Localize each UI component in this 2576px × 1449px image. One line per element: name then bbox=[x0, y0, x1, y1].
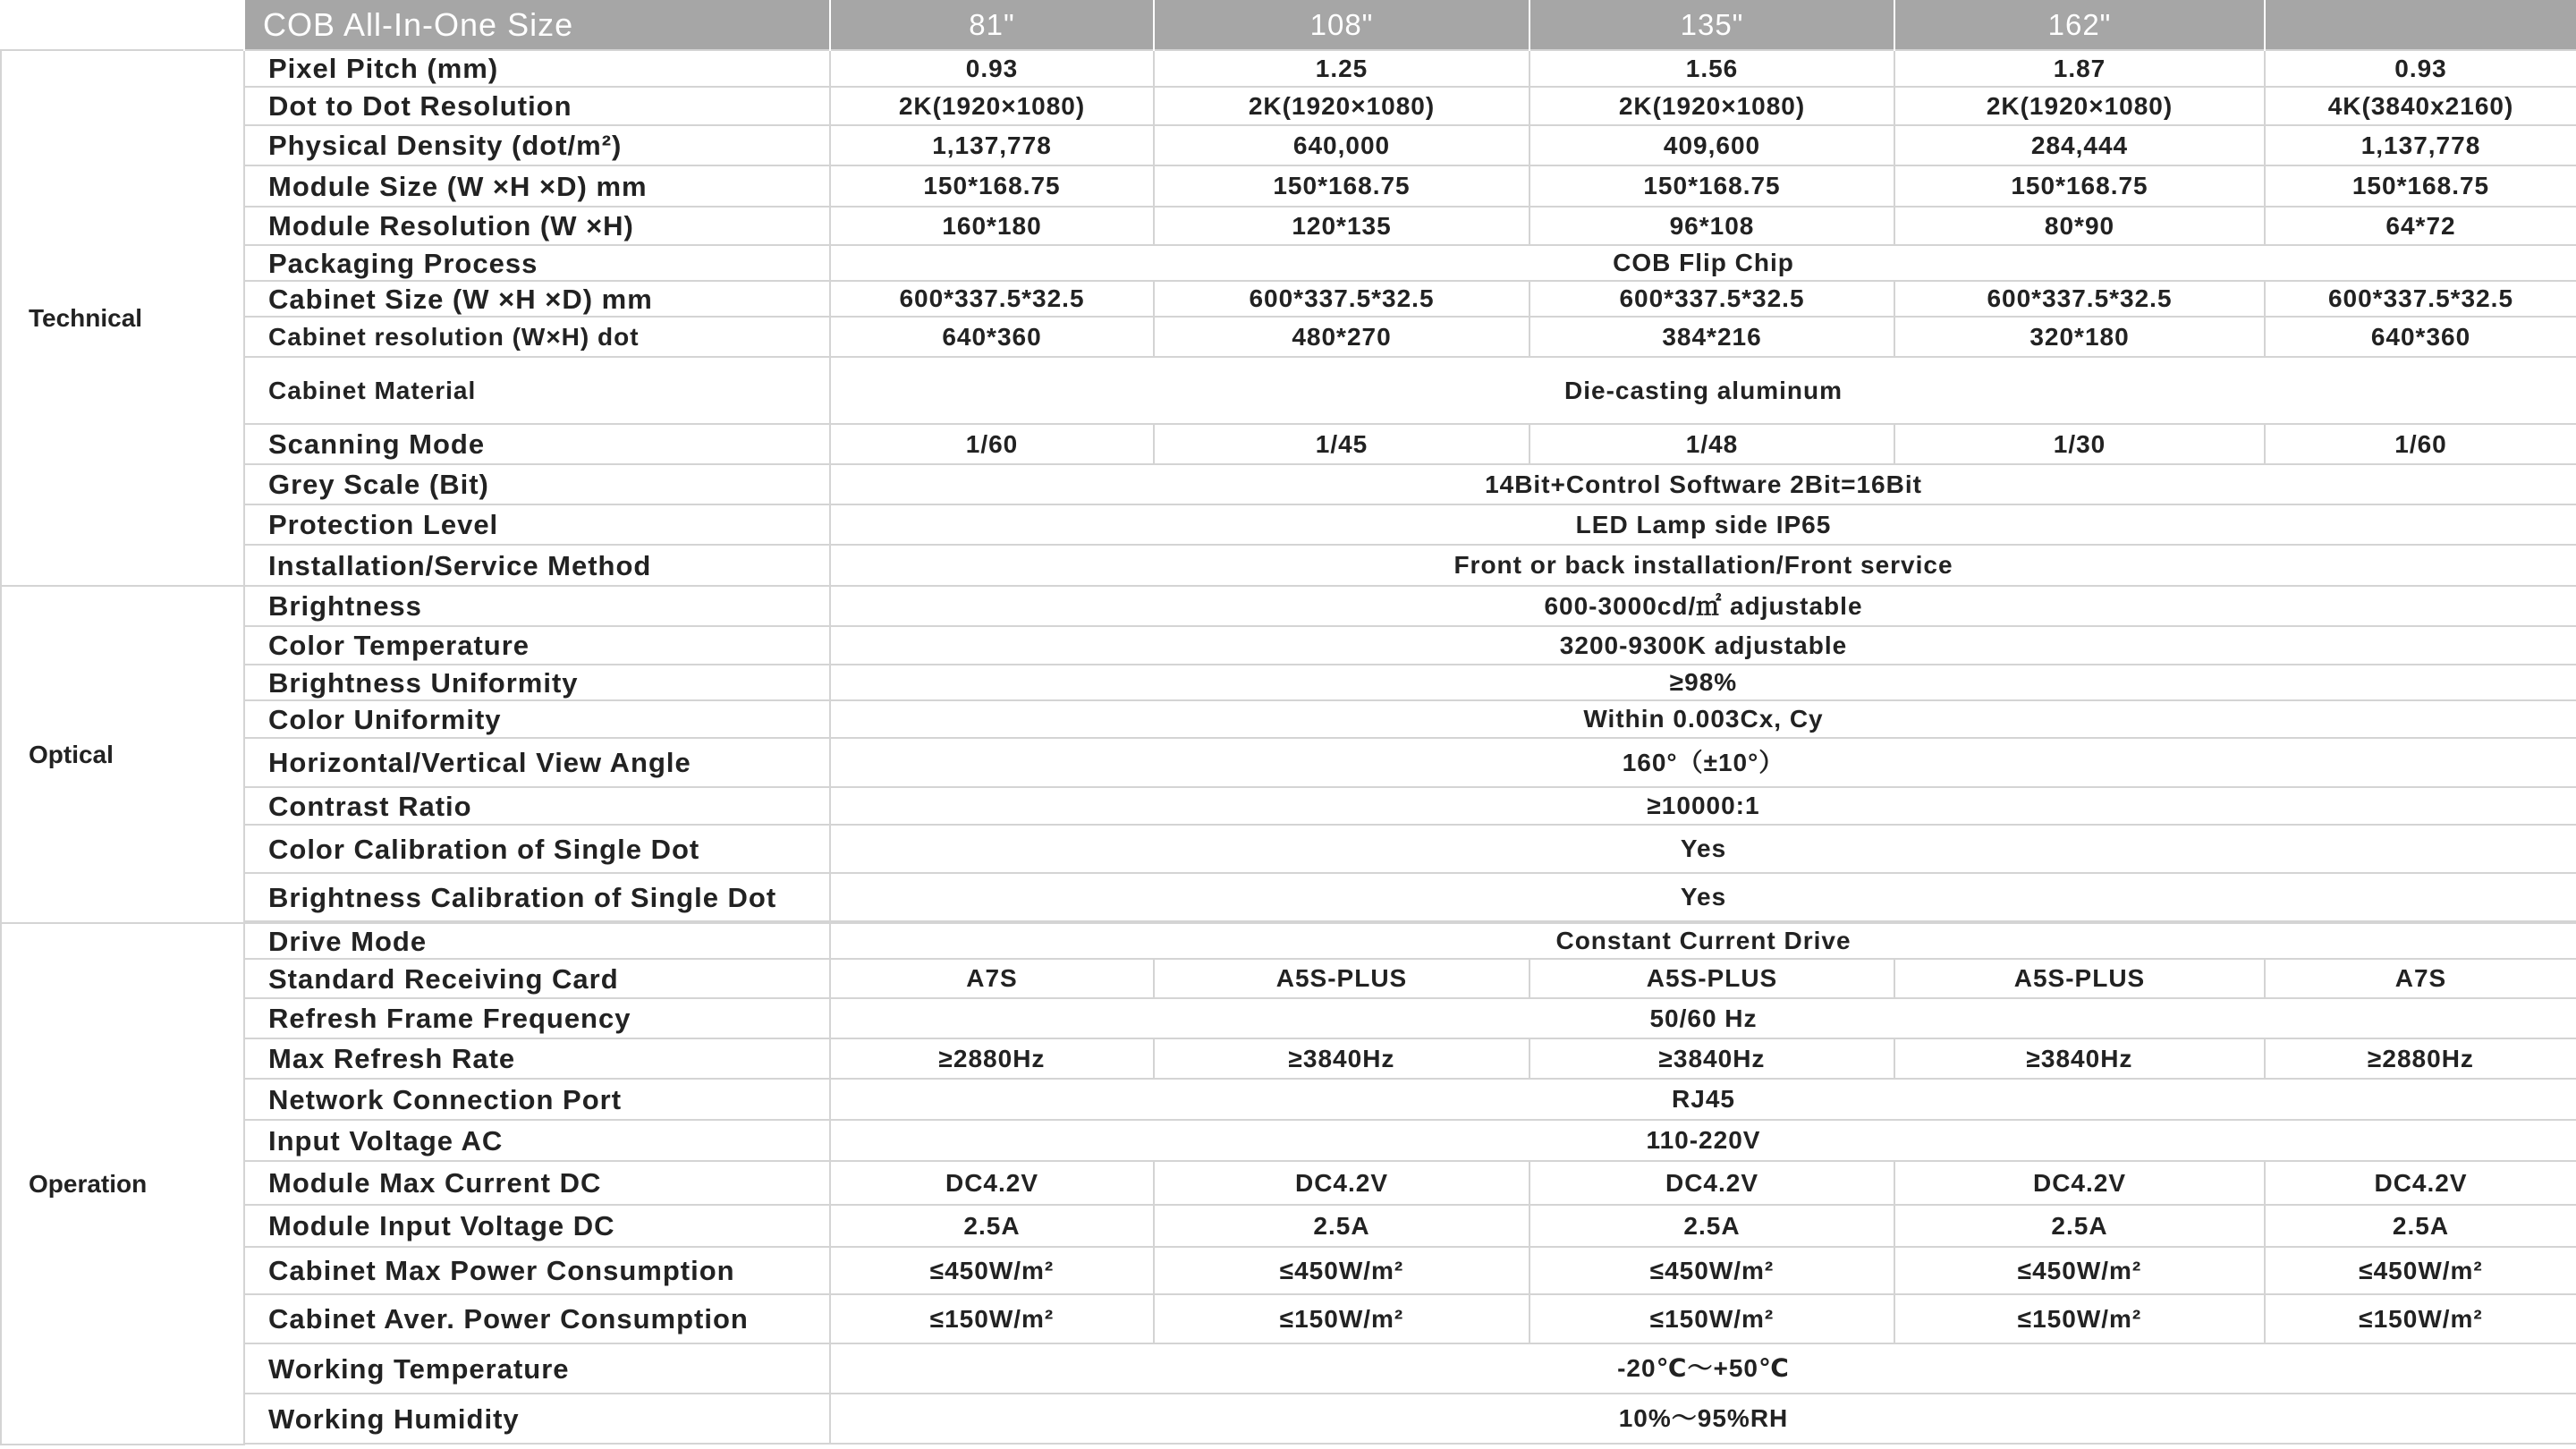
param-label: Module Size (W ×H ×D) mm bbox=[244, 165, 830, 207]
value-cell: ≤150W/m² bbox=[830, 1294, 1154, 1343]
value-cell: 320*180 bbox=[1894, 317, 2265, 357]
value-cell: ≤150W/m² bbox=[2265, 1294, 2576, 1343]
value-cell: A7S bbox=[830, 959, 1154, 998]
value-cell: ≤450W/m² bbox=[1154, 1247, 1530, 1294]
param-label: Cabinet Max Power Consumption bbox=[244, 1247, 830, 1294]
table-row bbox=[1, 1120, 2576, 1161]
value-cell: ≥3840Hz bbox=[1530, 1038, 1894, 1079]
value-cell: ≤150W/m² bbox=[1154, 1294, 1530, 1343]
value-cell: 1.56 bbox=[1530, 50, 1894, 87]
table-row bbox=[1, 87, 2576, 125]
param-label: Standard Receiving Card bbox=[244, 959, 830, 998]
value-cell: 480*270 bbox=[1154, 317, 1530, 357]
value-cell: ≥2880Hz bbox=[830, 1038, 1154, 1079]
param-label: Horizontal/Vertical View Angle bbox=[244, 738, 830, 787]
value-cell: COB Flip Chip bbox=[830, 245, 2576, 281]
table-row bbox=[1, 545, 2576, 586]
value-cell: 1/60 bbox=[830, 424, 1154, 464]
table-row bbox=[1, 1343, 2576, 1394]
value-cell: Yes bbox=[830, 873, 2576, 921]
value-cell: 2.5A bbox=[1894, 1205, 2265, 1247]
header-row bbox=[1, 0, 2576, 50]
value-cell: 160°（±10°） bbox=[830, 738, 2576, 787]
param-label: Grey Scale (Bit) bbox=[244, 464, 830, 504]
value-cell: 1,137,778 bbox=[830, 125, 1154, 165]
table-row bbox=[1, 50, 2576, 87]
group-technical: Technical bbox=[1, 50, 244, 586]
value-cell: ≤450W/m² bbox=[830, 1247, 1154, 1294]
param-label: Max Refresh Rate bbox=[244, 1038, 830, 1079]
param-label: Contrast Ratio bbox=[244, 787, 830, 825]
param-label: Physical Density (dot/m²) bbox=[244, 125, 830, 165]
param-label: Module Input Voltage DC bbox=[244, 1205, 830, 1247]
value-cell: ≤150W/m² bbox=[1894, 1294, 2265, 1343]
table-row bbox=[1, 424, 2576, 464]
param-label: Dot to Dot Resolution bbox=[244, 87, 830, 125]
value-cell: Within 0.003Cx, Cy bbox=[830, 700, 2576, 738]
value-cell: 600-3000cd/㎡ adjustable bbox=[830, 586, 2576, 626]
param-label: Cabinet resolution (W×H) dot bbox=[244, 317, 830, 357]
value-cell: 2.5A bbox=[1530, 1205, 1894, 1247]
value-cell: A7S bbox=[2265, 959, 2576, 998]
value-cell: 0.93 bbox=[2265, 50, 2576, 87]
table-row bbox=[1, 1294, 2576, 1343]
value-cell: ≥10000:1 bbox=[830, 787, 2576, 825]
param-label: Input Voltage AC bbox=[244, 1120, 830, 1161]
table-row bbox=[1, 1205, 2576, 1247]
param-label: Network Connection Port bbox=[244, 1079, 830, 1120]
value-cell: 110-220V bbox=[830, 1120, 2576, 1161]
table-row bbox=[1, 738, 2576, 787]
value-cell: ≥3840Hz bbox=[1154, 1038, 1530, 1079]
param-label: Brightness bbox=[244, 586, 830, 626]
value-cell: -20℃～+50℃ bbox=[830, 1343, 2576, 1394]
param-label: Pixel Pitch (mm) bbox=[244, 50, 830, 87]
value-cell: 1.25 bbox=[1154, 50, 1530, 87]
value-cell: 0.93 bbox=[830, 50, 1154, 87]
param-label: Refresh Frame Frequency bbox=[244, 998, 830, 1038]
table-row bbox=[1, 923, 2576, 959]
value-cell: 96*108 bbox=[1530, 207, 1894, 245]
param-label: Color Uniformity bbox=[244, 700, 830, 738]
value-cell: 150*168.75 bbox=[1154, 165, 1530, 207]
header-size-162: 162" bbox=[1894, 0, 2265, 50]
value-cell: 14Bit+Control Software 2Bit=16Bit bbox=[830, 464, 2576, 504]
param-label: Working Humidity bbox=[244, 1394, 830, 1444]
param-label: Brightness Uniformity bbox=[244, 665, 830, 700]
table-row bbox=[1, 245, 2576, 281]
value-cell: 1/60 bbox=[2265, 424, 2576, 464]
table-row bbox=[1, 626, 2576, 665]
table-row bbox=[1, 504, 2576, 545]
value-cell: ≤450W/m² bbox=[1894, 1247, 2265, 1294]
value-cell: 2K(1920×1080) bbox=[1894, 87, 2265, 125]
table-row bbox=[1, 665, 2576, 700]
table-row bbox=[1, 825, 2576, 873]
param-label: Packaging Process bbox=[244, 245, 830, 281]
header-size-81: 81" bbox=[830, 0, 1154, 50]
table-row bbox=[1, 873, 2576, 921]
param-label: Module Max Current DC bbox=[244, 1161, 830, 1205]
value-cell: 64*72 bbox=[2265, 207, 2576, 245]
table-row bbox=[1, 281, 2576, 317]
group-optical: Optical bbox=[1, 586, 244, 923]
value-cell: DC4.2V bbox=[830, 1161, 1154, 1205]
param-label: Cabinet Aver. Power Consumption bbox=[244, 1294, 830, 1343]
value-cell: 1.87 bbox=[1894, 50, 2265, 87]
param-label: Color Temperature bbox=[244, 626, 830, 665]
table-row-spacer bbox=[1, 1444, 2576, 1445]
value-cell: A5S-PLUS bbox=[1530, 959, 1894, 998]
param-label: Module Resolution (W ×H) bbox=[244, 207, 830, 245]
param-label: Protection Level bbox=[244, 504, 830, 545]
value-cell: ≤150W/m² bbox=[1530, 1294, 1894, 1343]
table-row bbox=[1, 700, 2576, 738]
value-cell: 2.5A bbox=[1154, 1205, 1530, 1247]
value-cell: ≤450W/m² bbox=[1530, 1247, 1894, 1294]
table-row bbox=[1, 165, 2576, 207]
value-cell: Front or back installation/Front service bbox=[830, 545, 2576, 586]
value-cell: 1/48 bbox=[1530, 424, 1894, 464]
param-label: Scanning Mode bbox=[244, 424, 830, 464]
value-cell: 2.5A bbox=[830, 1205, 1154, 1247]
param-label: Color Calibration of Single Dot bbox=[244, 825, 830, 873]
value-cell: 80*90 bbox=[1894, 207, 2265, 245]
table-row bbox=[1, 1247, 2576, 1294]
value-cell: ≥3840Hz bbox=[1894, 1038, 2265, 1079]
value-cell: 150*168.75 bbox=[2265, 165, 2576, 207]
value-cell: DC4.2V bbox=[1894, 1161, 2265, 1205]
value-cell: 600*337.5*32.5 bbox=[830, 281, 1154, 317]
table-row bbox=[1, 207, 2576, 245]
value-cell: 1,137,778 bbox=[2265, 125, 2576, 165]
value-cell: ≤450W/m² bbox=[2265, 1247, 2576, 1294]
value-cell: 600*337.5*32.5 bbox=[1530, 281, 1894, 317]
value-cell: 160*180 bbox=[830, 207, 1154, 245]
table-row bbox=[1, 464, 2576, 504]
table-row bbox=[1, 787, 2576, 825]
table-row bbox=[1, 1394, 2576, 1444]
param-label: Installation/Service Method bbox=[244, 545, 830, 586]
value-cell: Constant Current Drive bbox=[830, 923, 2576, 959]
table-row bbox=[1, 1038, 2576, 1079]
table-row bbox=[1, 125, 2576, 165]
value-cell: 150*168.75 bbox=[1894, 165, 2265, 207]
param-label: Cabinet Size (W ×H ×D) mm bbox=[244, 281, 830, 317]
value-cell: ≥98% bbox=[830, 665, 2576, 700]
value-cell: 10%～95%RH bbox=[830, 1394, 2576, 1444]
value-cell: 600*337.5*32.5 bbox=[2265, 281, 2576, 317]
value-cell: 600*337.5*32.5 bbox=[1154, 281, 1530, 317]
value-cell: 50/60 Hz bbox=[830, 998, 2576, 1038]
table-row bbox=[1, 317, 2576, 357]
value-cell: 284,444 bbox=[1894, 125, 2265, 165]
value-cell: Die-casting aluminum bbox=[830, 357, 2576, 424]
header-size-108: 108" bbox=[1154, 0, 1530, 50]
value-cell: 600*337.5*32.5 bbox=[1894, 281, 2265, 317]
header-size-135: 135" bbox=[1530, 0, 1894, 50]
value-cell: 150*168.75 bbox=[830, 165, 1154, 207]
header-size-label: COB All-In-One Size bbox=[244, 0, 830, 50]
value-cell: DC4.2V bbox=[1530, 1161, 1894, 1205]
value-cell: 4K(3840x2160) bbox=[2265, 87, 2576, 125]
value-cell: 640*360 bbox=[830, 317, 1154, 357]
table-row bbox=[1, 998, 2576, 1038]
table-row bbox=[1, 586, 2576, 626]
value-cell: 640*360 bbox=[2265, 317, 2576, 357]
value-cell: 409,600 bbox=[1530, 125, 1894, 165]
value-cell: RJ45 bbox=[830, 1079, 2576, 1120]
value-cell: A5S-PLUS bbox=[1154, 959, 1530, 998]
table-row bbox=[1, 357, 2576, 424]
value-cell: 120*135 bbox=[1154, 207, 1530, 245]
value-cell: ≥2880Hz bbox=[2265, 1038, 2576, 1079]
value-cell: 1/30 bbox=[1894, 424, 2265, 464]
value-cell: 2K(1920×1080) bbox=[830, 87, 1154, 125]
value-cell: 1/45 bbox=[1154, 424, 1530, 464]
param-label: Cabinet Material bbox=[244, 357, 830, 424]
value-cell: 2K(1920×1080) bbox=[1154, 87, 1530, 125]
value-cell: DC4.2V bbox=[1154, 1161, 1530, 1205]
value-cell: A5S-PLUS bbox=[1894, 959, 2265, 998]
table-row bbox=[1, 1161, 2576, 1205]
value-cell: 150*168.75 bbox=[1530, 165, 1894, 207]
value-cell: 3200-9300K adjustable bbox=[830, 626, 2576, 665]
value-cell: 2K(1920×1080) bbox=[1530, 87, 1894, 125]
table-row bbox=[1, 1079, 2576, 1120]
param-label: Brightness Calibration of Single Dot bbox=[244, 873, 830, 921]
value-cell: 640,000 bbox=[1154, 125, 1530, 165]
value-cell: DC4.2V bbox=[2265, 1161, 2576, 1205]
table-row bbox=[1, 959, 2576, 998]
group-operation: Operation bbox=[1, 923, 244, 1445]
value-cell: 2.5A bbox=[2265, 1205, 2576, 1247]
value-cell: 384*216 bbox=[1530, 317, 1894, 357]
header-blank bbox=[1, 0, 244, 50]
value-cell: Yes bbox=[830, 825, 2576, 873]
value-cell: LED Lamp side IP65 bbox=[830, 504, 2576, 545]
header-blank-end bbox=[2265, 0, 2576, 50]
param-label: Working Temperature bbox=[244, 1343, 830, 1394]
param-label: Drive Mode bbox=[244, 923, 830, 959]
